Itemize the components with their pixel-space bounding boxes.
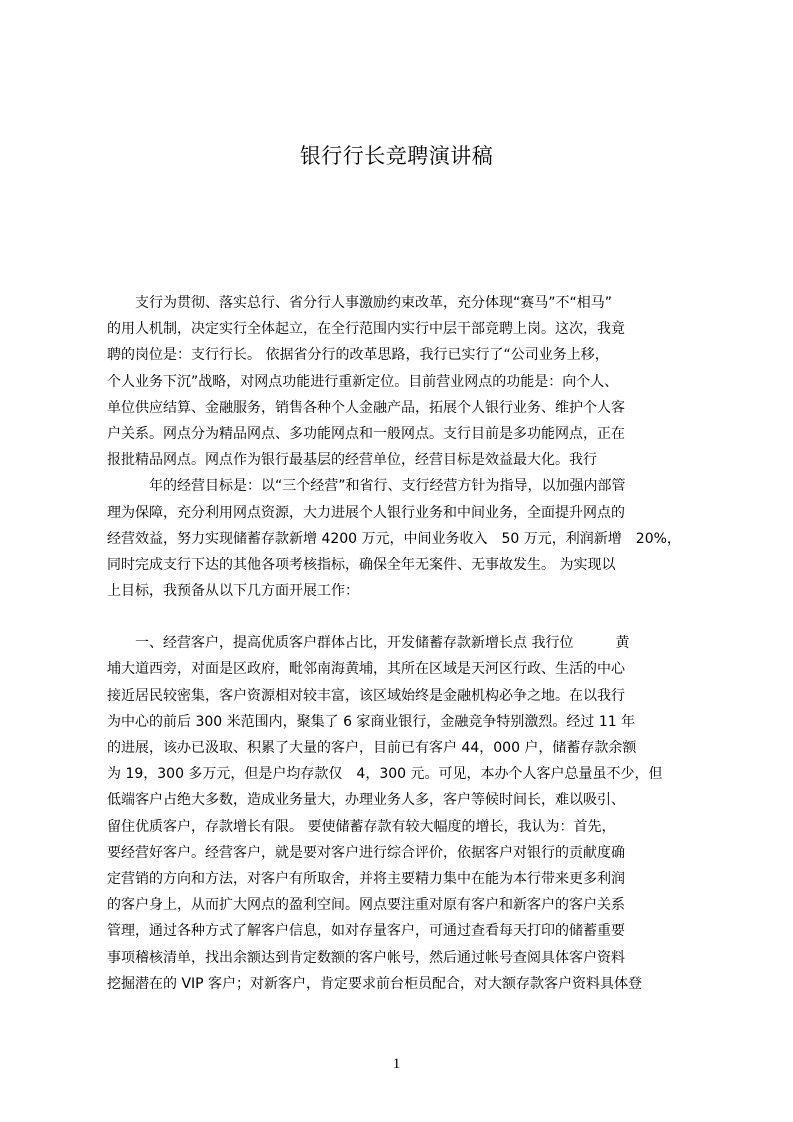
text-line: 为 19，300 多万元，但是户均存款仅 4，300 元。可见，本办个人客户总量虽不少，但	[107, 766, 663, 783]
text-line: 聘的岗位是：支行行长。 依据省分行的改革思路，我行已实行了“公司业务上移，	[107, 347, 609, 364]
text-line: 个人业务下沉”战略，对网点功能进行重新定位。目前营业网点的功能是：向个人、	[107, 373, 619, 390]
text-line: 挖掘潜在的 VIP 客户；对新客户，肯定要求前台柜员配合，对大额存款客户资料具体登	[107, 975, 643, 992]
text-line: 的用人机制，决定实行全体起立，在全行范围内实行中层干部竞聘上岗。这次，我竟	[107, 321, 625, 338]
page-title: 银行行长竞聘演讲稿	[299, 144, 494, 168]
text-line: 定营销的方向和方法，对客户有所取舍，并将主要精力集中在能为本行带来更多利润	[107, 870, 625, 887]
text-line: 的客户身上，从而扩大网点的盈利空间。网点要注重对原有客户和新客户的客户关系	[107, 897, 625, 914]
text-line: 理为保障，充分利用网点资源，大力进展个人银行业务和中间业务，全面提升网点的	[107, 504, 625, 521]
text-line: 管理，通过各种方式了解客户信息，如对存量客户，可通过查看每天打印的储蓄重要	[107, 923, 625, 940]
document-body	[107, 290, 696, 997]
text-line: 户关系。网点分为精品网点、多功能网点和一般网点。支行目前是多功能网点，正在	[107, 425, 625, 442]
text-line: 为中心的前后 300 米范围内，聚集了 6 家商业银行，金融竞争特别激烈。经过 11 年	[107, 713, 636, 730]
paragraph-section-one	[107, 630, 696, 997]
text-line: 经营效益，努力实现储蓄存款新增 4200 万元，中间业务收入 50 万元，利润新增 20%，	[107, 530, 681, 547]
text-line: 支行为贯彻、落实总行、省分行人事激励约束改革，充分体现“赛马”不“相马”	[107, 295, 613, 311]
page-number: 1	[392, 1056, 401, 1072]
text-line: 埔大道西旁，对面是区政府，毗邻南海黄埔，其所在区域是天河区行政、生活的中心	[107, 661, 625, 678]
text-line: 接近居民较密集，客户资源相对较丰富，该区域始终是金融机构必争之地。在以我行	[107, 687, 625, 704]
text-line: 的进展，该办已汲取、积累了大量的客户，目前已有客户 44，000 户，储蓄存款余额	[107, 740, 637, 756]
text-line: 低端客户占绝大多数，造成业务量大，办理业务人多，客户等候时间长，难以吸引、	[107, 792, 625, 809]
text-line: 年的经营目标是：以“三个经营”和省行、支行经营方针为指导，以加强内部管	[107, 478, 626, 495]
text-line: 留住优质客户，存款增长有限。 要使储蓄存款有较大幅度的增长，我认为：首先，	[107, 818, 616, 835]
text-line: 事项稽核清单，找出余额达到肯定数额的客户帐号，然后通过帐号查阅具体客户资料	[107, 949, 625, 966]
paragraph-intro	[107, 290, 696, 604]
paragraph-gap	[107, 604, 696, 630]
text-line: 单位供应结算、金融服务，销售各种个人金融产品，拓展个人银行业务、维护个人客	[107, 399, 625, 416]
text-line: 同时完成支行下达的其他各项考核指标，确保全年无案件、无事故发生。 为实现以	[107, 556, 616, 573]
text-line: 报批精品网点。网点作为银行最基层的经营单位，经营目标是效益最大化。我行	[107, 452, 597, 469]
text-line: 一、经营客户，提高优质客户群体占比，开发储蓄存款新增长点 我行位 黄	[107, 635, 630, 652]
text-line: 要经营好客户。经营客户，就是要对客户进行综合评价，依据客户对银行的贡献度确	[107, 844, 625, 861]
text-line: 上目标，我预备从以下几方面开展工作：	[107, 583, 359, 600]
